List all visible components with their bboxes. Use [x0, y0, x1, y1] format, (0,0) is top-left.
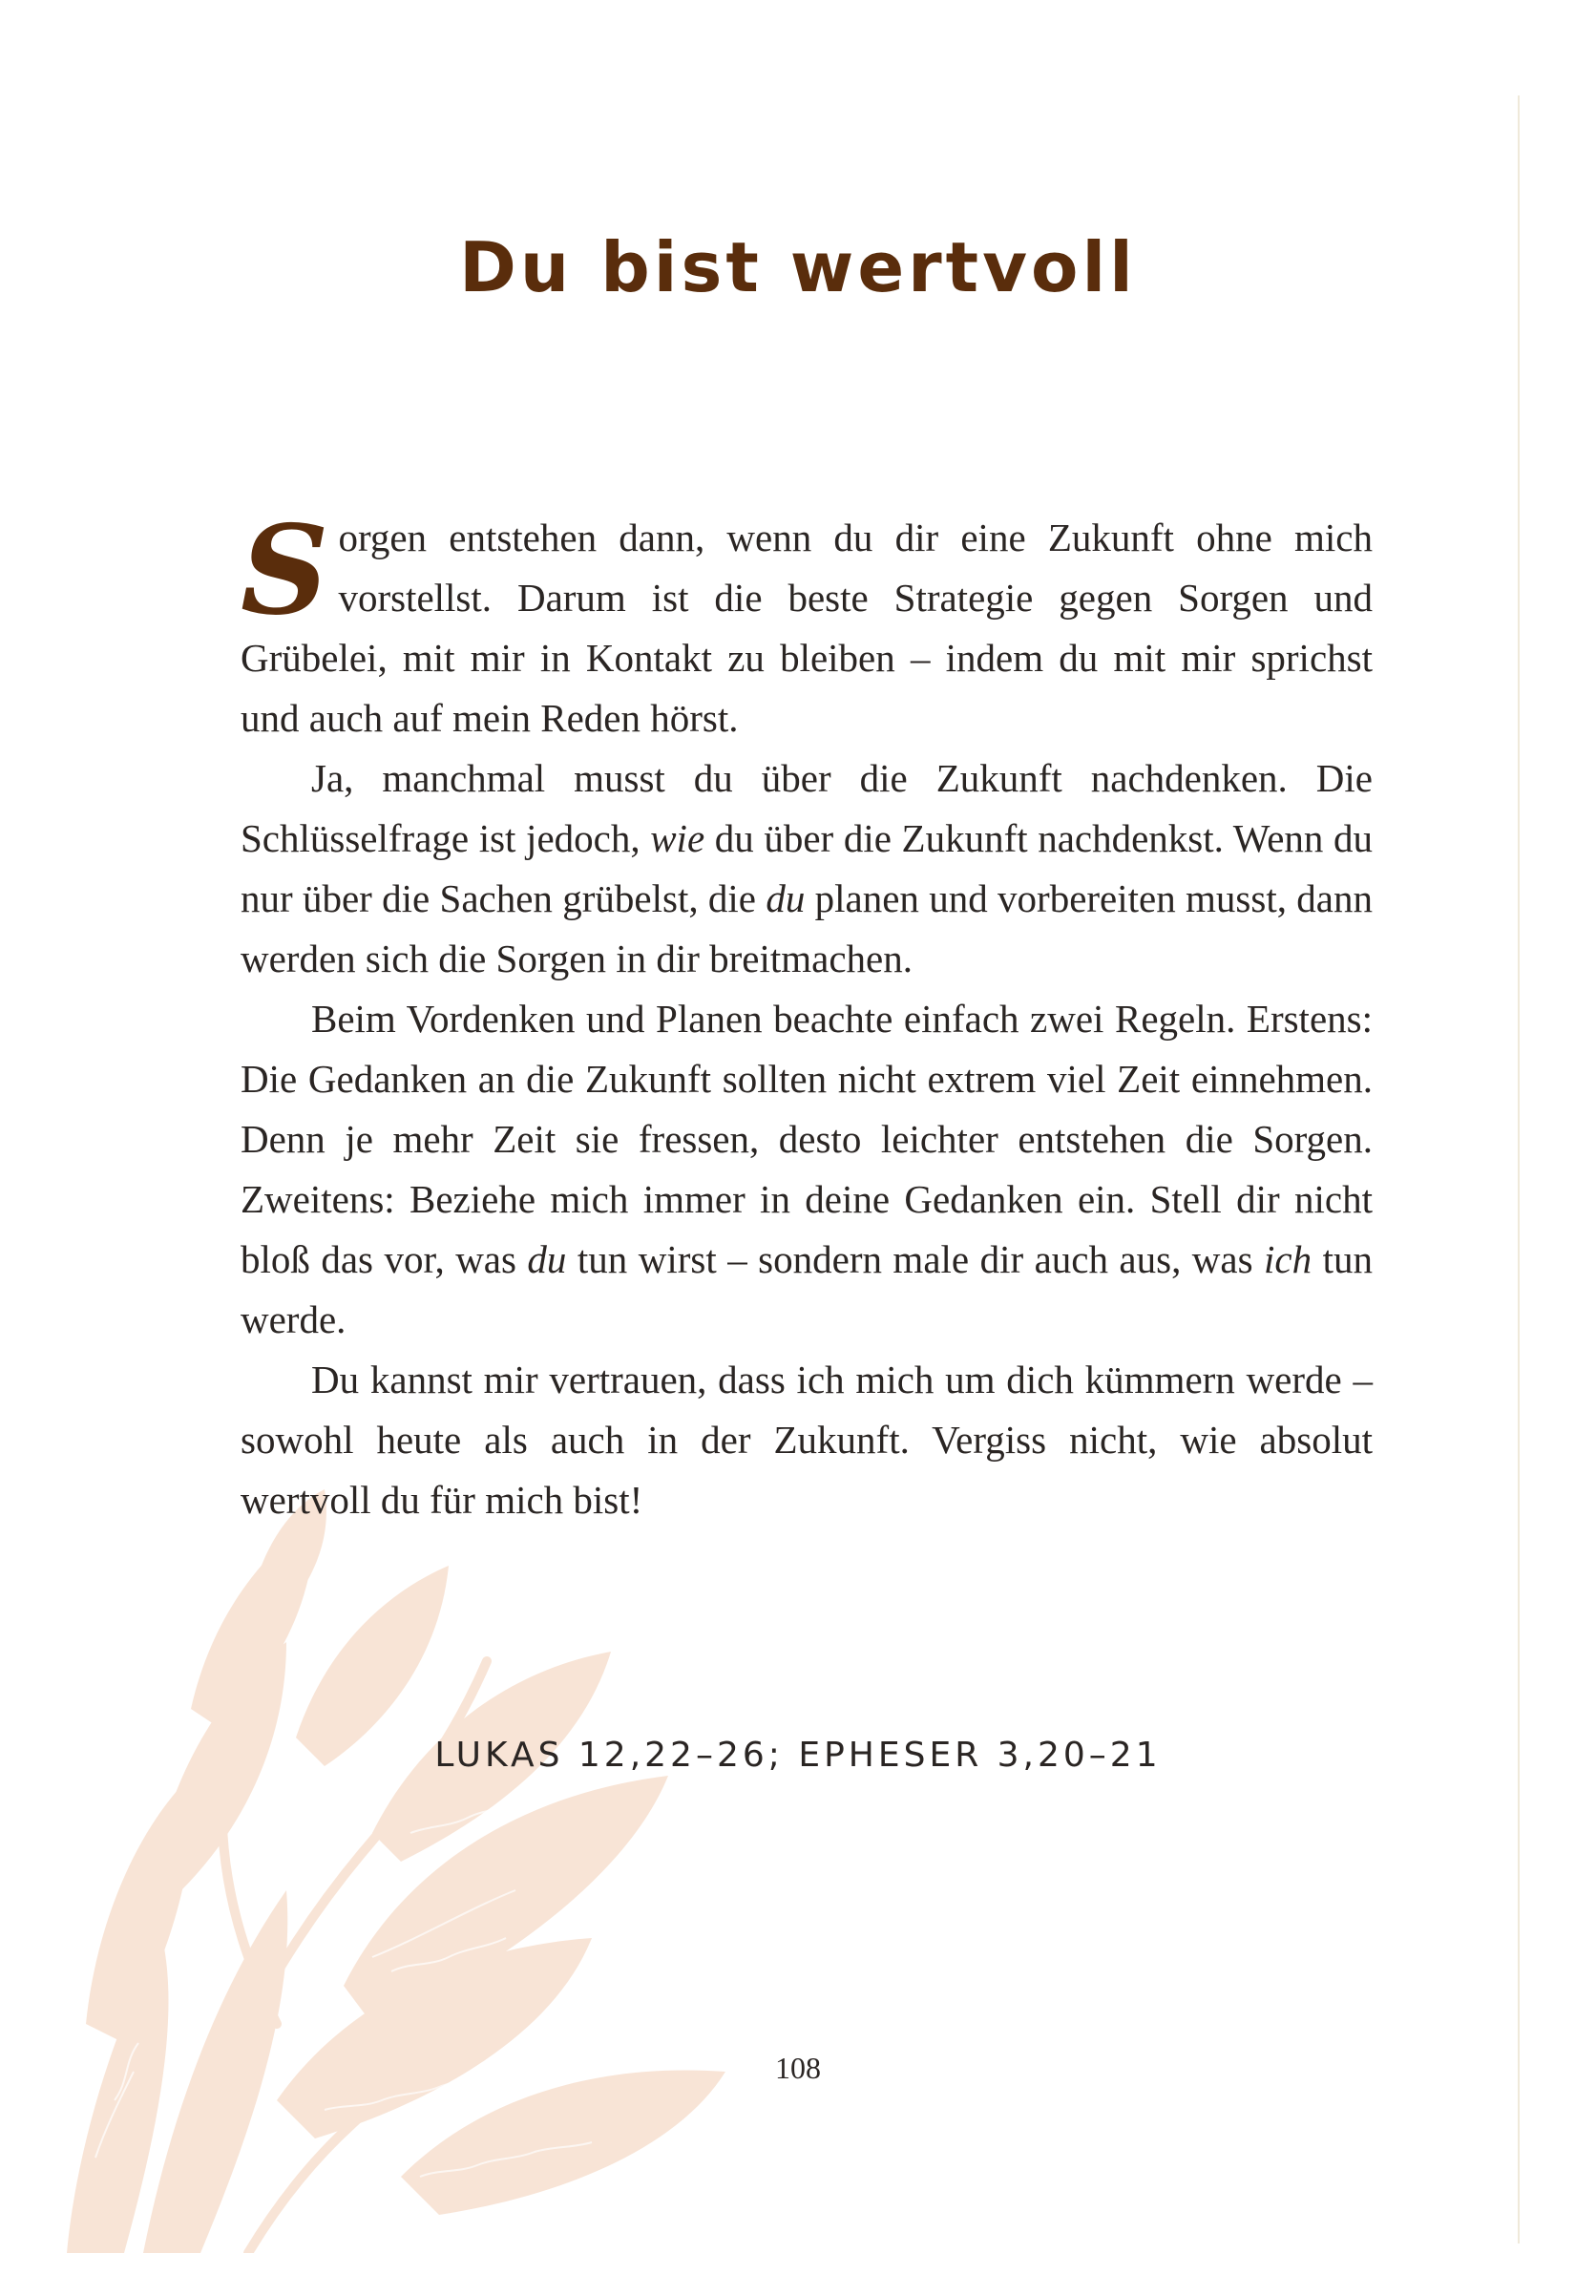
paragraph-4 [241, 1350, 1373, 1530]
leaf-branch-icon [57, 1489, 802, 2253]
paragraph-text: Du kannst mir vertrauen, dass ich mich um dich kümmern werde – sowohl heute als auch in der Zukunft. Vergiss nicht, wie absolut wertvoll du für mich bist! [241, 1358, 1373, 1522]
emphasis-text: du [766, 876, 806, 920]
scripture-reference: LUKAS 12,22–26; EPHESER 3,20–21 [434, 1736, 1162, 1775]
emphasis-text: du [527, 1237, 567, 1281]
paragraph-text: tun werde. [241, 1237, 1373, 1341]
paragraph-2 [241, 748, 1373, 989]
page-edge-rule [1518, 95, 1520, 2243]
body-text [241, 499, 1373, 1530]
paragraph-3 [241, 989, 1373, 1350]
paragraph-text: Ja, manchmal musst du über die Zukunft nachdenken. Die Schlüsselfrage ist jedoch, [241, 756, 1373, 860]
page-number: 108 [775, 2051, 821, 2085]
page-title: Du bist wertvoll [459, 227, 1137, 307]
drop-cap: S [241, 499, 329, 642]
paragraph-text: Beim Vordenken und Planen beachte einfach zwei Regeln. Erstens: Die Gedanken an die Zukunft sollten nicht extrem viel Zeit einnehmen. Denn je mehr Zeit sie fressen, desto leichter entstehen die Sorgen. Zweitens: Beziehe mich immer in deine Gedanken ein. Stell dir nicht bloß das vor, was [241, 997, 1373, 1281]
paragraph-text: tun wirst – sondern male dir auch aus, was [566, 1237, 1265, 1281]
emphasis-text: wie [650, 816, 705, 860]
paragraph-text: planen und vorbereiten musst, dann werden sich die Sorgen in dir breitmachen. [241, 876, 1373, 980]
paragraph-text: du über die Zukunft nachdenkst. Wenn du nur über die Sachen grübelst, die [241, 816, 1373, 920]
emphasis-text: ich [1264, 1237, 1312, 1281]
paragraph-1 [241, 499, 1373, 748]
paragraph-text: orgen entstehen dann, wenn du dir eine Zukunft ohne mich vorstellst. Darum ist die beste Strategie gegen Sorgen und Grübelei, mit mir in Kontakt zu bleiben – indem du mit mir sprichst und auch auf mein Reden hörst. [241, 516, 1373, 740]
